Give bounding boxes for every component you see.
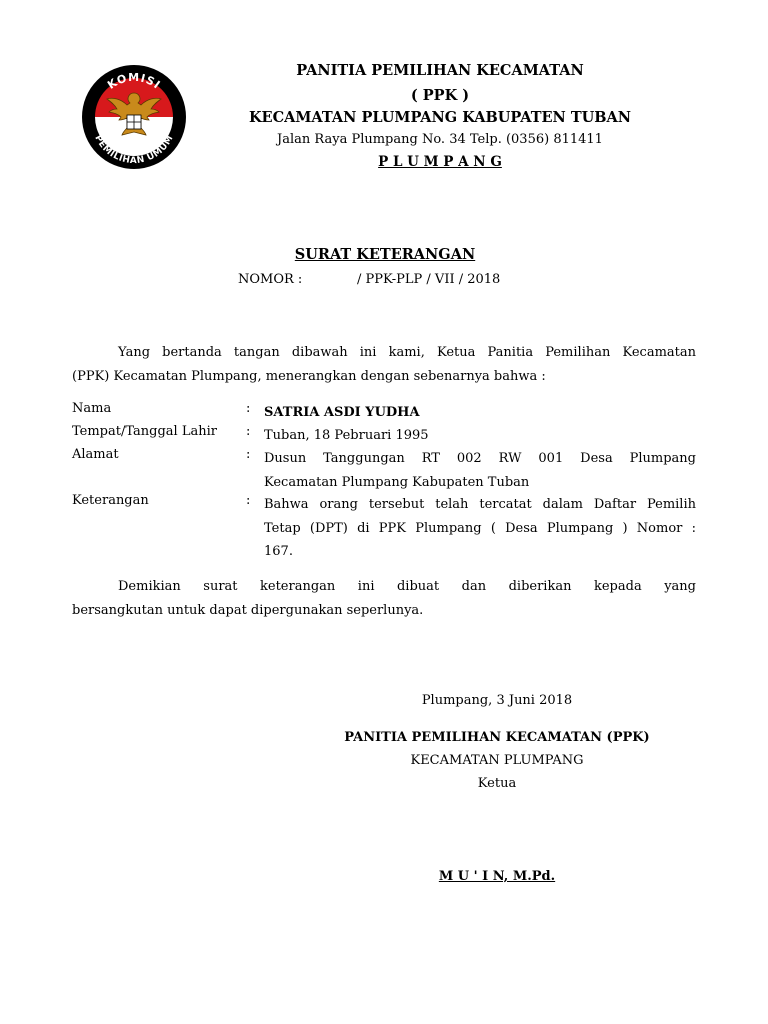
keterangan-line-1: Bahwa orang tersebut telah tercatat dalam Daftar Pemilih [264, 497, 696, 512]
closing-line-1: Demikian surat keterangan ini dibuat dan diberikan kepada yang [118, 579, 696, 594]
header-city [220, 154, 660, 170]
logo-text-top: KOMISI [105, 70, 164, 92]
header-line-2: ( PPK ) [410, 87, 470, 104]
letter-title [170, 246, 600, 263]
field-label: Nama [72, 401, 112, 416]
closing-paragraph [72, 575, 696, 622]
field-colon: : [246, 424, 251, 439]
closing-line-2: bersangkutan untuk dapat dipergunakan seperlunya. [72, 602, 424, 618]
signature-place-date: Plumpang, 3 Juni 2018 [421, 693, 573, 708]
field-colon: : [246, 401, 251, 416]
kpu-logo [80, 63, 188, 171]
header-line-3: KECAMATAN PLUMPANG KABUPATEN TUBAN [248, 109, 632, 126]
field-label: Alamat [72, 447, 119, 462]
keterangan-line-3: 167. [264, 544, 293, 559]
field-value: Tuban, 18 Pebruari 1995 [264, 428, 429, 443]
signature-role: Ketua [477, 776, 517, 791]
alamat-line-1: Dusun Tanggungan RT 002 RW 001 Desa Plumpang [264, 451, 696, 466]
field-value: SATRIA ASDI YUDHA [264, 405, 420, 420]
intro-paragraph [72, 341, 696, 388]
field-ttl [72, 424, 696, 447]
nomor-label: NOMOR : [238, 272, 303, 287]
signature-district: KECAMATAN PLUMPANG [410, 753, 584, 768]
field-value [264, 447, 696, 494]
intro-line-1: Yang bertanda tangan dibawah ini kami, Ketua Panitia Pemilihan Kecamatan [118, 345, 696, 360]
logo-text-bottom: PEMILIHAN UMUM [92, 133, 176, 167]
field-keterangan [72, 493, 696, 563]
intro-line-2: (PPK) Kecamatan Plumpang, menerangkan dengan sebenarnya bahwa : [72, 368, 546, 384]
signature-org: PANITIA PEMILIHAN KECAMATAN (PPK) [344, 730, 650, 745]
field-label: Keterangan [72, 493, 149, 508]
field-nama [72, 401, 696, 424]
field-label: Tempat/Tanggal Lahir [72, 424, 217, 439]
field-alamat [72, 447, 696, 494]
signature-name [340, 869, 654, 884]
field-value [264, 493, 696, 564]
field-colon: : [246, 447, 251, 462]
header-line-1: PANITIA PEMILIHAN KECAMATAN [296, 62, 584, 79]
header-address: Jalan Raya Plumpang No. 34 Telp. (0356) 811411 [277, 132, 603, 147]
keterangan-line-2: Tetap (DPT) di PPK Plumpang ( Desa Plumpang ) Nomor : [264, 520, 696, 536]
letter-title-text: SURAT KETERANGAN [294, 246, 476, 263]
nomor-value: / PPK-PLP / VII / 2018 [357, 272, 501, 287]
field-colon: : [246, 493, 251, 508]
header-city-text: P L U M P A N G [378, 154, 502, 170]
signature-name-text: M U ' I N, M.Pd. [438, 869, 556, 884]
alamat-line-2: Kecamatan Plumpang Kabupaten Tuban [264, 474, 530, 490]
